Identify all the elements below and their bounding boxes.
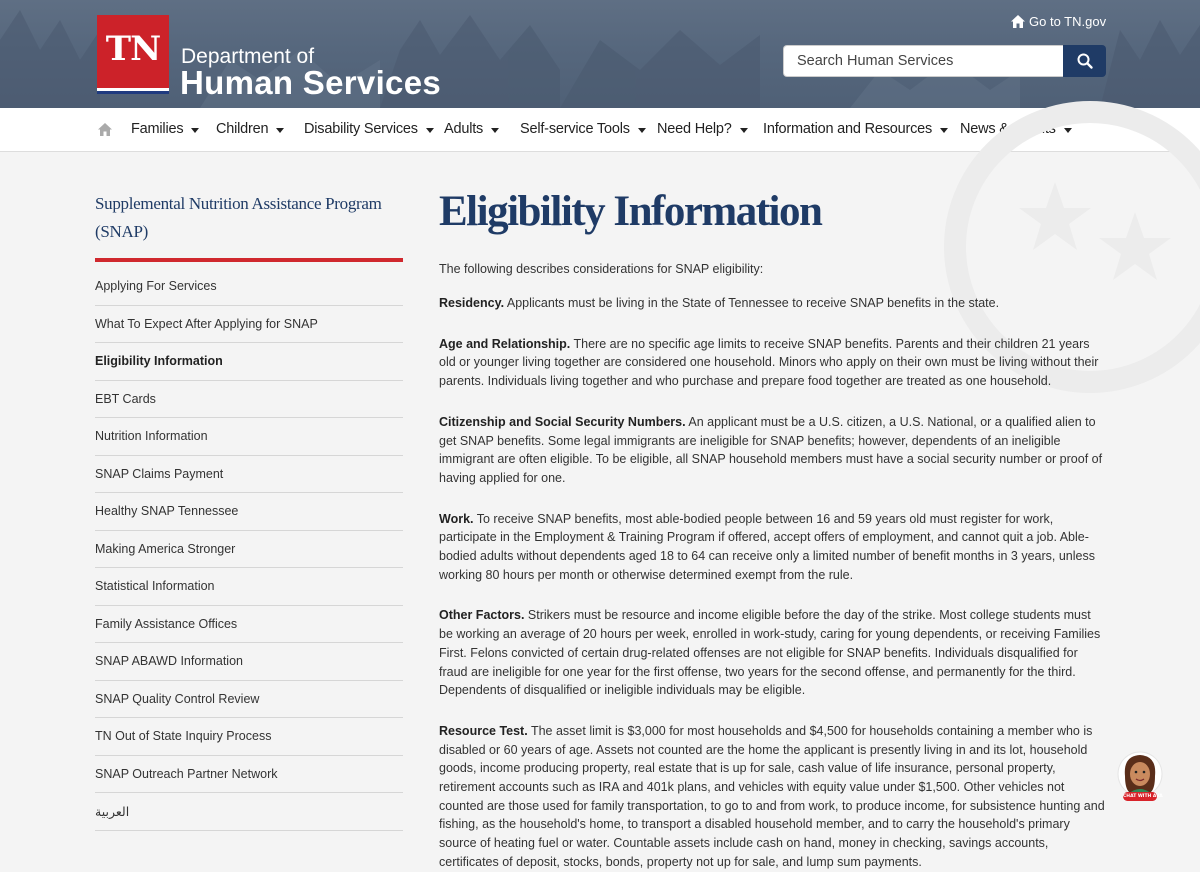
section-heading: Age and Relationship. — [439, 336, 571, 351]
section-residency — [439, 294, 1106, 313]
nav-label: Adults — [444, 121, 484, 137]
sidebar-item-statistical-information[interactable]: Statistical Information — [95, 568, 403, 606]
nav-item-families[interactable] — [131, 121, 199, 137]
caret-down-icon — [1064, 128, 1072, 133]
nav-label: News & Events — [960, 121, 1056, 137]
nav-label: Self-service Tools — [520, 121, 630, 137]
section-text: To receive SNAP benefits, most able-bodied people between 16 and 59 years old must register for work, participate in the Employment & Training Program if offered, accept offers of employment, and cannot quit a job. Able-bodied adults without dependents aged 18 to 64 can receive only a limited number of benefit months in 3 years, unless working 80 hours per month or otherwise determined exempt from the rule. — [439, 511, 1095, 582]
caret-down-icon — [940, 128, 948, 133]
section-heading: Work. — [439, 511, 474, 526]
sidebar-item-snap-claims-payment[interactable]: SNAP Claims Payment — [95, 456, 403, 494]
sidebar-divider — [95, 258, 403, 262]
nav-label: Children — [216, 121, 269, 137]
chat-label: CHAT WITH AVA — [1123, 794, 1163, 799]
dept-name-line2[interactable]: Human Services — [180, 64, 441, 101]
caret-down-icon — [740, 128, 748, 133]
chat-with-ava-button[interactable] — [1117, 750, 1163, 806]
nav-item-need-help[interactable] — [657, 121, 748, 137]
search-input[interactable] — [783, 45, 1063, 77]
sidebar-item-ebt-cards[interactable]: EBT Cards — [95, 381, 403, 419]
sidebar-item-tn-out-of-state-inquiry[interactable]: TN Out of State Inquiry Process — [95, 718, 403, 756]
home-icon[interactable] — [98, 123, 112, 136]
sidebar-item-arabic[interactable]: العربية — [95, 793, 403, 831]
main-content — [439, 184, 1106, 872]
sidebar-item-snap-quality-control-review[interactable]: SNAP Quality Control Review — [95, 681, 403, 719]
tn-gov-link[interactable] — [1011, 14, 1106, 29]
caret-down-icon — [276, 128, 284, 133]
sidebar-item-snap-abawd-information[interactable]: SNAP ABAWD Information — [95, 643, 403, 681]
section-text: Strikers must be resource and income eligible before the day of the strike. Most college students must be working an average of 20 hours per week, enrolled in work-study, caring for young dependents, or receiving Families First. Felons convicted of certain drug-related offenses are not eligible for SNAP benefits. Individuals disqualified for fraud are ineligible for one year for the first offense, two years for the second offense, and permanently for the third. Dependents of disqualified or ineligible individuals may be eligible. — [439, 608, 1101, 698]
tn-logo[interactable] — [97, 15, 169, 91]
page-title: Eligibility Information — [439, 188, 822, 235]
sidebar-item-nutrition-information[interactable]: Nutrition Information — [95, 418, 403, 456]
section-heading: Other Factors. — [439, 608, 525, 623]
sidebar-item-family-assistance-offices[interactable]: Family Assistance Offices — [95, 606, 403, 644]
dept-name-line1: Department of — [181, 45, 315, 68]
section-text: An applicant must be a U.S. citizen, a U.S. National, or a qualified alien to get SNAP benefits. Some legal immigrants are ineligible for SNAP benefits; however, dependents of an ineligible immigrant are often eligible. To be eligible, all SNAP household members must have a social security number or proof of having applied for one. — [439, 414, 1103, 485]
section-text: Applicants must be living in the State of Tennessee to receive SNAP benefits in the state. — [506, 296, 1000, 310]
sidebar-item-applying-for-services[interactable]: Applying For Services — [95, 268, 403, 306]
section-heading: Citizenship and Social Security Numbers. — [439, 414, 686, 429]
nav-label: Information and Resources — [763, 121, 933, 137]
sidebar-item-eligibility-information[interactable]: Eligibility Information — [95, 343, 403, 381]
section-work — [439, 510, 1106, 585]
section-text: There are no specific age limits to receive SNAP benefits. Parents and their children 21 years old or younger living together are considered one household. Minors who apply on their own must be living without their parents. Individuals living together and who purchase and prepare food together are treated as one household. — [439, 336, 1099, 389]
section-resource-test — [439, 722, 1106, 872]
caret-down-icon — [426, 128, 434, 133]
intro-text: The following describes considerations for SNAP eligibility: — [439, 262, 764, 276]
sidebar-list — [95, 268, 403, 831]
caret-down-icon — [191, 128, 199, 133]
nav-label: Families — [131, 121, 184, 137]
section-heading: Residency. — [439, 296, 505, 310]
section-citizenship — [439, 413, 1106, 488]
nav-label: Need Help? — [657, 121, 732, 137]
search-button[interactable] — [1063, 45, 1106, 77]
nav-label: Disability Services — [304, 121, 418, 137]
nav-item-disability-services[interactable] — [304, 121, 434, 137]
section-age-relationship — [439, 335, 1106, 391]
tn-gov-label: Go to TN.gov — [1029, 14, 1107, 29]
nav-item-children[interactable] — [216, 121, 284, 137]
section-text: The asset limit is $3,000 for most households and $4,500 for households containing a member who is disabled or 60 years of age. Assets not counted are the home the applicant is presently living in and its lot, household goods, income producing property, real estate that is up for sale, cash value of life insurance, personal property, retirement accounts such as IRA and 401k plans, and vehicles with equity value under $1,500. Other vehicles not counted are those used for family transportation, to go to and from work, to produce income, for subsistence hunting and fishing, as the household's home, to transport a disabled household member, and to carry the household's primary source of heating fuel or water. Countable assets include cash on hand, money in checking, savings accounts, certificates of deposit, stocks, bonds, property not up for sale, and lump sum payments. — [439, 723, 1105, 869]
nav-item-information-and-resources[interactable] — [763, 121, 948, 137]
section-other-factors — [439, 606, 1106, 700]
sidebar-item-what-to-expect[interactable]: What To Expect After Applying for SNAP — [95, 306, 403, 344]
sidebar — [95, 190, 403, 831]
sidebar-item-snap-outreach-partner-network[interactable]: SNAP Outreach Partner Network — [95, 756, 403, 794]
sidebar-title[interactable]: Supplemental Nutrition Assistance Program (SNAP) — [95, 194, 382, 241]
sidebar-item-making-america-stronger[interactable]: Making America Stronger — [95, 531, 403, 569]
caret-down-icon — [638, 128, 646, 133]
home-icon — [1011, 15, 1025, 28]
nav-item-self-service-tools[interactable] — [520, 121, 646, 137]
logo-text: TN — [105, 29, 161, 69]
sidebar-item-healthy-snap-tennessee[interactable]: Healthy SNAP Tennessee — [95, 493, 403, 531]
search-icon — [1077, 53, 1093, 69]
site-header — [0, 0, 1200, 108]
section-heading: Resource Test. — [439, 723, 528, 738]
caret-down-icon — [491, 128, 499, 133]
nav-item-adults[interactable] — [444, 121, 499, 137]
search-form — [783, 45, 1106, 77]
